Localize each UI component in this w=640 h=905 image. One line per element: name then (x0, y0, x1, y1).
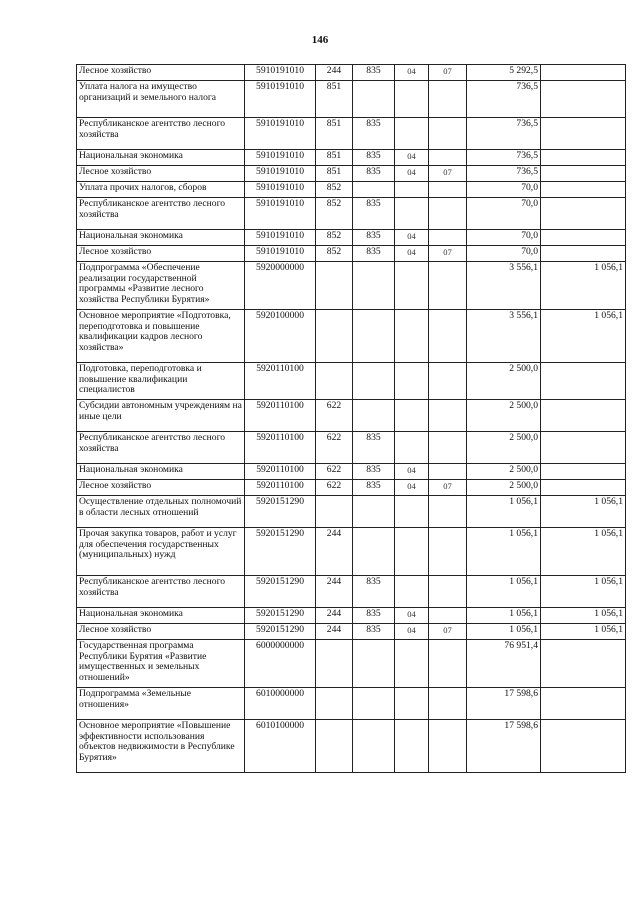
table-row (77, 528, 626, 576)
row-code: 5920151290 (245, 624, 316, 640)
row-name: Основное мероприятие «Повышение эффективности использования объектов недвижимости в Республике Бурятия» (77, 720, 245, 773)
row-rz: 04 (395, 464, 429, 480)
row-sum: 1 056,1 (467, 608, 541, 624)
row-code: 5920100000 (245, 310, 316, 363)
row-code: 5920151290 (245, 576, 316, 608)
row-sum-2 (541, 480, 626, 496)
row-sum-2: 1 056,1 (541, 608, 626, 624)
row-vr: 244 (316, 608, 353, 624)
row-vr: 622 (316, 464, 353, 480)
row-sum-2 (541, 688, 626, 720)
row-name: Республиканское агентство лесного хозяйства (77, 576, 245, 608)
row-code: 5910191010 (245, 182, 316, 198)
row-sum: 70,0 (467, 230, 541, 246)
table-row (77, 363, 626, 400)
table-row (77, 246, 626, 262)
row-sum-2 (541, 720, 626, 773)
row-vr (316, 688, 353, 720)
row-grbs: 835 (353, 118, 395, 150)
row-vr: 244 (316, 624, 353, 640)
table-row (77, 150, 626, 166)
row-rz (395, 363, 429, 400)
row-name: Уплата налога на имущество организаций и земельного налога (77, 81, 245, 118)
row-code: 5920151290 (245, 608, 316, 624)
row-code: 5910191010 (245, 81, 316, 118)
row-pr (429, 528, 467, 576)
row-pr (429, 608, 467, 624)
table-row (77, 166, 626, 182)
row-pr: 07 (429, 624, 467, 640)
table-row (77, 400, 626, 432)
row-sum-2 (541, 118, 626, 150)
row-grbs: 835 (353, 198, 395, 230)
row-sum: 736,5 (467, 150, 541, 166)
table-row (77, 720, 626, 773)
row-pr (429, 150, 467, 166)
row-sum: 736,5 (467, 118, 541, 150)
row-sum: 70,0 (467, 182, 541, 198)
row-sum-2 (541, 230, 626, 246)
row-rz (395, 198, 429, 230)
row-code: 5910191010 (245, 198, 316, 230)
table-row (77, 198, 626, 230)
row-sum: 1 056,1 (467, 496, 541, 528)
row-sum-2: 1 056,1 (541, 576, 626, 608)
row-name: Лесное хозяйство (77, 480, 245, 496)
row-name: Республиканское агентство лесного хозяйства (77, 432, 245, 464)
row-sum-2 (541, 432, 626, 464)
row-name: Национальная экономика (77, 464, 245, 480)
row-grbs: 835 (353, 150, 395, 166)
row-sum-2 (541, 198, 626, 230)
row-sum: 70,0 (467, 246, 541, 262)
row-pr (429, 464, 467, 480)
row-name: Национальная экономика (77, 230, 245, 246)
row-rz (395, 400, 429, 432)
row-pr (429, 496, 467, 528)
row-name: Прочая закупка товаров, работ и услуг для обеспечения государственных (муниципальных) нужд (77, 528, 245, 576)
row-pr (429, 400, 467, 432)
row-code: 5920151290 (245, 528, 316, 576)
row-vr: 622 (316, 480, 353, 496)
table-row (77, 230, 626, 246)
row-name: Лесное хозяйство (77, 624, 245, 640)
row-sum-2: 1 056,1 (541, 310, 626, 363)
row-code: 6010100000 (245, 720, 316, 773)
row-sum-2 (541, 464, 626, 480)
row-grbs (353, 262, 395, 310)
row-sum-2 (541, 65, 626, 81)
row-pr (429, 688, 467, 720)
table-row (77, 182, 626, 198)
row-code: 5910191010 (245, 150, 316, 166)
row-grbs (353, 720, 395, 773)
table-row (77, 65, 626, 81)
table-row (77, 310, 626, 363)
row-pr: 07 (429, 65, 467, 81)
row-pr: 07 (429, 246, 467, 262)
row-rz (395, 720, 429, 773)
row-sum: 1 056,1 (467, 576, 541, 608)
row-vr (316, 363, 353, 400)
row-grbs (353, 81, 395, 118)
table-row (77, 608, 626, 624)
row-grbs: 835 (353, 608, 395, 624)
row-name: Республиканское агентство лесного хозяйства (77, 118, 245, 150)
row-grbs (353, 182, 395, 198)
table-row (77, 262, 626, 310)
row-grbs: 835 (353, 480, 395, 496)
row-name: Осуществление отдельных полномочий в области лесных отношений (77, 496, 245, 528)
row-rz: 04 (395, 246, 429, 262)
row-vr: 851 (316, 150, 353, 166)
row-sum-2: 1 056,1 (541, 528, 626, 576)
row-grbs (353, 496, 395, 528)
row-sum-2 (541, 400, 626, 432)
row-vr: 852 (316, 230, 353, 246)
row-code: 5920110100 (245, 363, 316, 400)
row-vr: 622 (316, 400, 353, 432)
row-sum-2 (541, 81, 626, 118)
table-row (77, 81, 626, 118)
row-vr (316, 262, 353, 310)
row-pr (429, 262, 467, 310)
row-code: 5910191010 (245, 65, 316, 81)
row-rz (395, 262, 429, 310)
row-vr: 852 (316, 246, 353, 262)
row-vr: 852 (316, 182, 353, 198)
row-pr (429, 576, 467, 608)
row-pr (429, 720, 467, 773)
row-sum: 2 500,0 (467, 464, 541, 480)
row-grbs: 835 (353, 432, 395, 464)
row-rz (395, 118, 429, 150)
row-sum-2 (541, 166, 626, 182)
row-rz (395, 528, 429, 576)
row-code: 5910191010 (245, 246, 316, 262)
row-pr (429, 230, 467, 246)
row-name: Подпрограмма «Земельные отношения» (77, 688, 245, 720)
table-row (77, 464, 626, 480)
row-rz: 04 (395, 624, 429, 640)
row-code: 5920110100 (245, 432, 316, 464)
row-sum: 5 292,5 (467, 65, 541, 81)
row-vr (316, 720, 353, 773)
row-name: Лесное хозяйство (77, 166, 245, 182)
table-row (77, 432, 626, 464)
row-vr: 244 (316, 528, 353, 576)
row-grbs (353, 363, 395, 400)
row-vr: 852 (316, 198, 353, 230)
row-code: 5920151290 (245, 496, 316, 528)
row-sum: 3 556,1 (467, 310, 541, 363)
row-rz (395, 496, 429, 528)
row-name: Субсидии автономным учреждениям на иные цели (77, 400, 245, 432)
row-pr: 07 (429, 166, 467, 182)
row-sum: 1 056,1 (467, 528, 541, 576)
row-sum-2: 1 056,1 (541, 624, 626, 640)
row-vr (316, 310, 353, 363)
row-sum: 2 500,0 (467, 480, 541, 496)
row-pr (429, 118, 467, 150)
row-rz (395, 432, 429, 464)
row-rz (395, 688, 429, 720)
row-rz (395, 576, 429, 608)
table-row (77, 576, 626, 608)
row-sum-2 (541, 150, 626, 166)
table-row (77, 624, 626, 640)
row-sum-2 (541, 640, 626, 688)
row-name: Республиканское агентство лесного хозяйства (77, 198, 245, 230)
row-sum-2 (541, 182, 626, 198)
row-sum: 736,5 (467, 81, 541, 118)
row-grbs (353, 528, 395, 576)
row-grbs: 835 (353, 624, 395, 640)
row-sum: 736,5 (467, 166, 541, 182)
row-vr: 622 (316, 432, 353, 464)
row-code: 5920000000 (245, 262, 316, 310)
row-pr: 07 (429, 480, 467, 496)
row-grbs (353, 640, 395, 688)
row-rz: 04 (395, 150, 429, 166)
row-name: Лесное хозяйство (77, 246, 245, 262)
row-grbs: 835 (353, 230, 395, 246)
row-rz: 04 (395, 65, 429, 81)
page-number: 146 (311, 34, 329, 46)
row-sum: 70,0 (467, 198, 541, 230)
row-grbs (353, 688, 395, 720)
row-rz (395, 310, 429, 363)
row-pr (429, 363, 467, 400)
row-name: Лесное хозяйство (77, 65, 245, 81)
row-sum: 1 056,1 (467, 624, 541, 640)
row-pr (429, 198, 467, 230)
row-code: 6010000000 (245, 688, 316, 720)
row-grbs (353, 400, 395, 432)
row-vr (316, 640, 353, 688)
row-code: 5920110100 (245, 464, 316, 480)
row-code: 5910191010 (245, 118, 316, 150)
row-sum-2: 1 056,1 (541, 262, 626, 310)
row-code: 5910191010 (245, 166, 316, 182)
row-name: Подпрограмма «Обеспечение реализации государственной программы «Развитие лесного хозяйства Республики Бурятия» (77, 262, 245, 310)
row-name: Государственная программа Республики Бурятия «Развитие имущественных и земельных отношений» (77, 640, 245, 688)
row-code: 5910191010 (245, 230, 316, 246)
row-vr: 851 (316, 81, 353, 118)
row-name: Уплата прочих налогов, сборов (77, 182, 245, 198)
row-rz (395, 182, 429, 198)
row-sum-2 (541, 246, 626, 262)
row-name: Национальная экономика (77, 608, 245, 624)
row-vr: 244 (316, 576, 353, 608)
row-grbs: 835 (353, 65, 395, 81)
row-grbs: 835 (353, 576, 395, 608)
row-pr (429, 81, 467, 118)
row-rz (395, 81, 429, 118)
table-row (77, 640, 626, 688)
row-sum: 17 598,6 (467, 720, 541, 773)
table-row (77, 480, 626, 496)
table-row (77, 688, 626, 720)
row-name: Национальная экономика (77, 150, 245, 166)
row-rz: 04 (395, 166, 429, 182)
row-vr: 851 (316, 166, 353, 182)
row-name: Подготовка, переподготовка и повышение квалификации специалистов (77, 363, 245, 400)
row-pr (429, 310, 467, 363)
row-sum: 2 500,0 (467, 432, 541, 464)
row-rz: 04 (395, 480, 429, 496)
budget-table-body (77, 65, 626, 773)
row-vr: 851 (316, 118, 353, 150)
table-row (77, 496, 626, 528)
row-code: 5920110100 (245, 400, 316, 432)
row-grbs: 835 (353, 246, 395, 262)
row-name: Основное мероприятие «Подготовка, переподготовка и повышение квалификации кадров лесного хозяйства» (77, 310, 245, 363)
row-sum: 2 500,0 (467, 363, 541, 400)
row-code: 6000000000 (245, 640, 316, 688)
budget-table (76, 64, 626, 773)
row-sum: 3 556,1 (467, 262, 541, 310)
row-grbs: 835 (353, 166, 395, 182)
row-vr: 244 (316, 65, 353, 81)
row-pr (429, 182, 467, 198)
row-sum: 2 500,0 (467, 400, 541, 432)
row-rz (395, 640, 429, 688)
row-sum: 76 951,4 (467, 640, 541, 688)
row-pr (429, 432, 467, 464)
row-sum: 17 598,6 (467, 688, 541, 720)
row-pr (429, 640, 467, 688)
row-rz: 04 (395, 230, 429, 246)
row-rz: 04 (395, 608, 429, 624)
row-sum-2: 1 056,1 (541, 496, 626, 528)
row-vr (316, 496, 353, 528)
row-sum-2 (541, 363, 626, 400)
row-grbs: 835 (353, 464, 395, 480)
row-grbs (353, 310, 395, 363)
row-code: 5920110100 (245, 480, 316, 496)
table-row (77, 118, 626, 150)
